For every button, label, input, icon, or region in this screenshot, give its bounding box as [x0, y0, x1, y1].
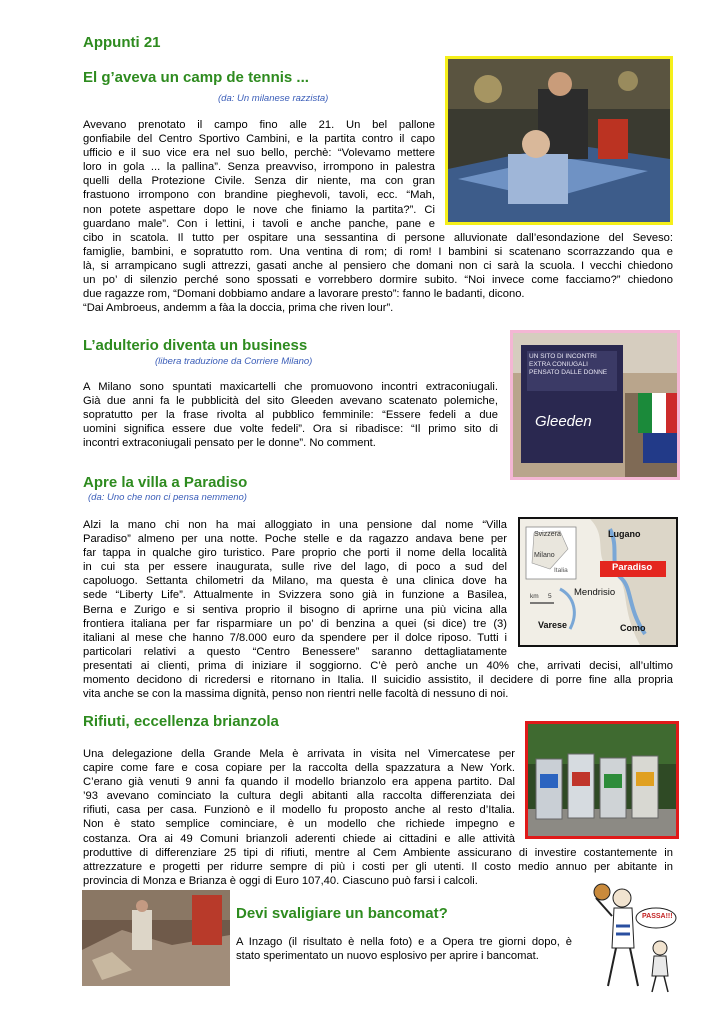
text-line: sopratutto per la frase rivolta al pubblico femminile: “Essere fedeli a due	[83, 409, 498, 422]
article-body-bancomat	[236, 935, 572, 963]
billboard-line: EXTRA CONIUGALI	[529, 361, 588, 368]
text-line: A Inzago (il risultato è nella foto) e a Opera tre giorni dopo, è	[236, 936, 572, 948]
map-label: Varese	[538, 620, 568, 630]
gym-shelter-photo	[445, 56, 673, 225]
text-line: attrezzature e progetti per ridurre sempre di più i costi per gli utenti. Il costo medio annuo per abitante in	[83, 861, 673, 874]
article-body-tennis	[83, 118, 435, 231]
text-line: provincia di Monza e Brianza è oggi di Euro 107,40. Ciascuno può farsi i calcoli.	[83, 875, 478, 888]
text-line: incontri extraconiugali pensato per le donne”. No comment.	[83, 437, 376, 450]
text-line: rifiuti, casa per casa. Funzionò e il modello fu proposto anche al resto d’Italia.	[83, 804, 515, 817]
text-line: momento decidono di ricredersi e ritornano in Italia. Il suicidio assistito, il decidere di porre fine alla propria	[83, 674, 673, 687]
text-line: Non è stato semplice cominciare, è un modello che richiede impegno e	[83, 818, 515, 831]
text-line: loro in gola ... la pallina”. Senza preavviso, irrompono in palestra	[83, 161, 435, 174]
text-line: vita anche se con la massima dignità, penso non rientri nelle facoltà di nessuno di noi.	[83, 688, 509, 701]
text-line: non potete aspettare dopo le nove che finiamo la partita?”. Ci	[83, 203, 435, 216]
text-line: ’93 avevano cominciato la cultura degli abitanti alla raccolta differenziata dei	[83, 790, 515, 803]
article-title-adulterio: L’adulterio diventa un business	[83, 337, 308, 354]
text-line: famiglie, bambini, e sopratutto rom. Una ventina di rom; di rom! I bambini si scatenano scorrazzando qua e	[83, 246, 673, 259]
text-line: far tappa in qualche giro turistico. Pare proprio che porti il nome della località	[83, 547, 507, 560]
article-title-bancomat: Devi svaligiare un bancomat?	[236, 905, 448, 922]
cartoon-speech: PASSA!!!	[642, 913, 673, 920]
text-line: Avevano prenotato il campo fino alle 21. Un bel pallone	[83, 119, 435, 131]
billboard-brand: Gleeden	[535, 413, 592, 430]
article-body-tennis-wide	[83, 231, 673, 316]
billboard-text	[529, 353, 617, 377]
text-line: frontiera italiana per far risparmiare un po’ di benzina a quei (si dice) tre (3)	[83, 617, 507, 630]
text-line: Alzi la mano chi non ha mai alloggiato in una pensione dal nome “Villa	[83, 519, 507, 531]
article-source-paradiso: (da: Uno che non ci pensa nemmeno)	[88, 492, 247, 503]
article-body-rifiuti	[83, 747, 515, 846]
article-body-rifiuti-wide	[83, 846, 673, 888]
exploded-atm-photo	[82, 890, 230, 986]
article-body-adulterio	[83, 380, 498, 450]
map-label: Paradiso	[612, 562, 653, 573]
text-line: capire come fare e cosa copiare per la raccolta della spazzatura a New York.	[83, 762, 515, 775]
text-line: A Milano sono spuntati maxicartelli che promuovono incontri extraconiugali.	[83, 381, 498, 393]
text-line: “Dai Ambroeus, andemm a fàa la doccia, prima che riven lour”.	[83, 302, 394, 315]
text-line: là, si arrampicano sugli attrezzi, gasati anche al pensiero che domani non ci sarà la scuola. I vecchi chiedono	[83, 260, 673, 273]
recycling-bins-photo	[525, 721, 679, 839]
text-line: Una delegazione della Grande Mela è arrivata in visita nel Vimercatese per	[83, 748, 515, 760]
billboard-line: UN SITO DI INCONTRI	[529, 353, 597, 360]
map-label: 5	[548, 593, 552, 600]
page-title: Appunti 21	[83, 34, 161, 51]
text-line: C’erano già venuti 9 anni fa quando il modello brianzolo era appena partito. Dal	[83, 776, 515, 789]
text-line: uomini significa essere due volte fedeli”. Ora si ribadisce: “Il primo sito di	[83, 423, 498, 436]
billboard-line: PENSATO DALLE DONNE	[529, 369, 608, 376]
map-label: Milano	[534, 552, 555, 559]
article-title-rifiuti: Rifiuti, eccellenza brianzola	[83, 713, 279, 730]
article-source-tennis: (da: Un milanese razzista)	[218, 93, 329, 104]
article-body-paradiso	[83, 518, 507, 659]
text-line: Berna e Zurigo e si sentiva proprio il bisogno di aprirne una più vicina alla	[83, 603, 507, 616]
text-line: sede “Liberty Life”. Attualmente in Svizzera sono già in funzione a Basilea,	[83, 589, 507, 602]
text-line: ufficio e il suo vice era nel suo bello, perchè: “Volevamo mettere	[83, 147, 435, 160]
map-label: Como	[620, 623, 646, 633]
text-line: guardano male”. Con i lettini, i tavoli e anche panche, pane e	[83, 217, 435, 230]
text-line: produttive di differenziare 25 tipi di rifiuti, mentre al Cem Ambiente assicurano di investire costantemente in	[83, 847, 673, 859]
map-label: km	[530, 593, 539, 600]
text-line: cibo in scatola. Il tutto per ospitare una sessantina di persone alluvionate dall’esondazione del Seveso:	[83, 232, 673, 244]
text-line: costanza. Ora ai 49 Comuni brianzoli aderenti chiede ai cittadini e alle attività	[83, 832, 515, 845]
map-label: Lugano	[608, 529, 641, 539]
text-line: frastuono irrompono con brandine pieghevoli, tavoli, ecc. “Mah,	[83, 189, 435, 202]
article-title-paradiso: Apre la villa a Paradiso	[83, 474, 248, 491]
text-line: italiani al mese che hanno 7/8.000 euro da spendere per il dolce riposo. Tutti i	[83, 631, 507, 644]
article-body-paradiso-wide	[83, 659, 673, 701]
text-line: Già due anni fa le pubblicità del sito Gleeden avevano scatenato polemiche,	[83, 395, 498, 408]
text-line: due ragazze rom, “Domani dobbiamo andare a lavorare presto”: fanno le badanti, dicono.	[83, 288, 525, 301]
map-label: Mendrisio	[574, 587, 616, 598]
map-label: Svizzera	[534, 531, 561, 538]
text-line: quelli della Protezione Civile. Senza dir niente, ma con gran	[83, 175, 435, 188]
text-line: presentati ai clienti, prima di iniziare il soggiorno. C’è però anche un 40% che, arrivati decisi, all’ultimo	[83, 660, 673, 672]
article-source-adulterio: (libera traduzione da Corriere Milano)	[155, 356, 313, 367]
article-title-tennis: El g’aveva un camp de tennis ...	[83, 69, 309, 86]
text-line: particolari relativi a questo “Centro Benessere” saranno dettagliatamente	[83, 645, 507, 658]
cartoon-illustration	[586, 876, 682, 996]
text-line: stato sperimentato un nuovo esplosivo per aprire i bancomat.	[236, 950, 539, 963]
text-line: capoluogo. Settanta chilometri da Milano, ma questa è una clinica dove ha	[83, 575, 507, 588]
text-line: un po’ di silenzio perché sono spossati e vorrebbero dormire subito. “Noi invece come facciamo?” chiedono	[83, 274, 673, 287]
paradiso-map	[518, 517, 678, 647]
gleeden-billboard-photo	[510, 330, 680, 480]
map-label: Italia	[554, 567, 568, 574]
text-line: in cui sta per essere inaugurata, sulle rive del lago, di poco a sud del	[83, 561, 507, 574]
text-line: gonfiabile del Centro Sportivo Cambini, e la partita contro il capo	[83, 133, 435, 146]
text-line: Paradiso” almeno per una notte. Poche stelle e da ragazzo andava bene per	[83, 533, 507, 546]
